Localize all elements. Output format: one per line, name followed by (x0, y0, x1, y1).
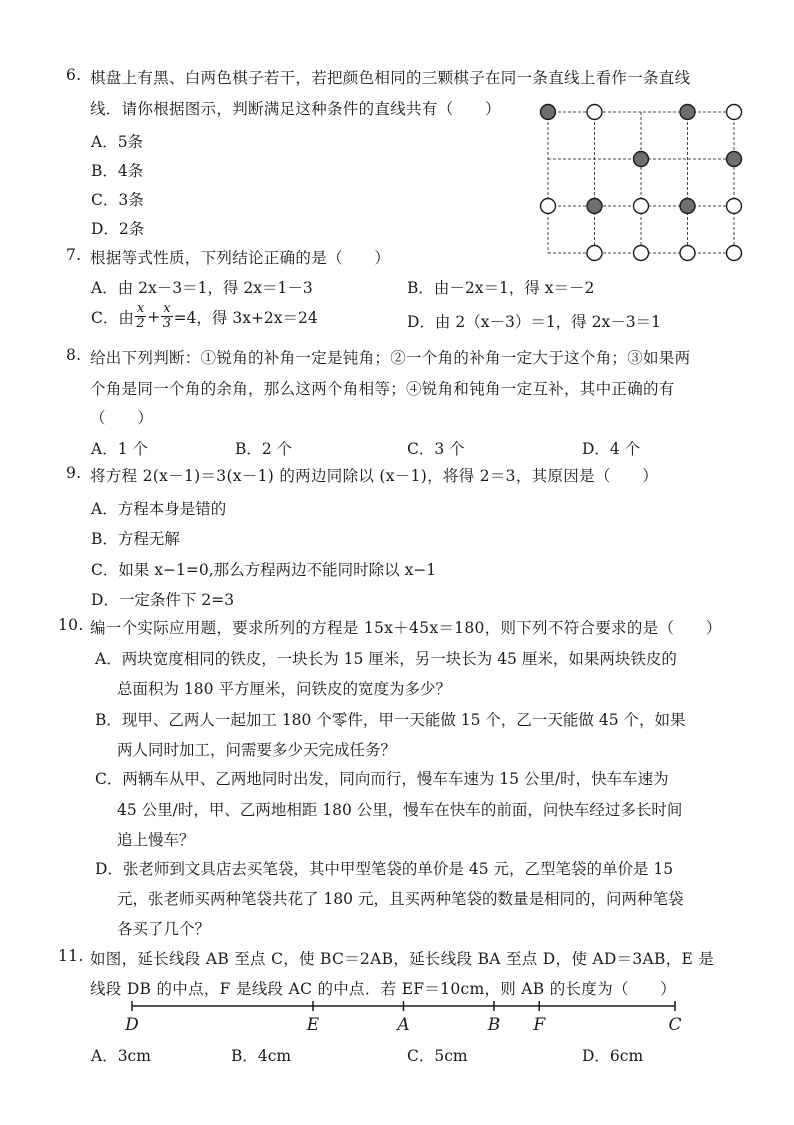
q6-stem-line2: 线．请你根据图示，判断满足这种条件的直线共有（ ） (90, 100, 501, 118)
segment-label-a: A (397, 1015, 410, 1035)
segment-label-c: C (668, 1015, 682, 1035)
q11-stem-line2: 线段 DB 的中点，F 是线段 AC 的中点．若 EF＝10cm，则 AB 的长度为（ ） (90, 980, 677, 998)
q10-option-b-line2: 两人同时加工，问需要多少天完成任务？ (117, 741, 397, 759)
q10-option-d-line3: 各买了几个？ (117, 920, 211, 938)
q9-stem: 将方程 2(x－1)＝3(x－1) 的两边同除以 (x－1)，将得 2＝3，其原因是（ ） (90, 467, 659, 485)
fraction-numerator: x (136, 301, 145, 316)
q10-option-c-line1: C．两辆车从甲、乙两地同时出发，同向而行，慢车车速为 15 公里/时，快车车速为 (95, 770, 669, 788)
q10-option-c-line3: 追上慢车？ (117, 831, 195, 849)
q8-stem-line2: 个角是同一个角的余角，那么这两个角相等；④锐角和钝角一定互补，其中正确的有 (90, 380, 675, 398)
q8-number: 8. (66, 346, 82, 364)
q7-fraction-x-over-3 (161, 302, 172, 331)
q9-option-b: B．方程无解 (91, 530, 180, 548)
black-piece (680, 105, 695, 120)
q8-option-d: D．4 个 (582, 440, 641, 458)
white-piece (587, 246, 602, 261)
q9-option-c: C．如果 x−1=0,那么方程两边不能同时除以 x−1 (91, 561, 437, 579)
q6-option-a: A．5条 (91, 133, 144, 151)
fraction-denominator: 3 (162, 316, 172, 331)
black-piece (680, 199, 695, 214)
q6-option-c: C．3条 (91, 191, 144, 209)
q11-option-d: D．6cm (582, 1047, 644, 1065)
q7-number: 7. (66, 246, 82, 264)
q10-option-d-line1: D．张老师到文具店去买笔袋，其中甲型笔袋的单价是 45 元，乙型笔袋的单价是 15 (95, 860, 674, 878)
q10-option-a-line1: A．两块宽度相同的铁皮，一块长为 15 厘米，另一块长为 45 厘米，如果两块铁皮的 (95, 650, 677, 668)
q11-stem-line1: 如图，延长线段 AB 至点 C，使 BC＝2AB，延长线段 BA 至点 D，使 AD＝3AB，E 是 (90, 950, 715, 968)
q8-stem-line3: （ ） (90, 409, 154, 427)
white-piece (727, 199, 742, 214)
q7-option-d: D．由 2（x－3）＝1，得 2x－3＝1 (407, 313, 661, 331)
q11-number: 11. (58, 947, 84, 965)
q10-stem: 编一个实际应用题，要求所列的方程是 15x＋45x＝180，则下列不符合要求的是（ ） (90, 619, 722, 637)
q8-option-b: B．2 个 (235, 440, 293, 458)
q10-option-c-line2: 45 公里/时，甲、乙两地相距 180 公里，慢车在快车的前面，问快车经过多长时间 (117, 801, 683, 819)
q6-option-d: D．2条 (91, 220, 145, 238)
white-piece (727, 105, 742, 120)
q10-number: 10. (58, 616, 84, 634)
black-piece (587, 199, 602, 214)
q9-option-a: A．方程本身是错的 (91, 500, 227, 518)
q11-option-b: B．4cm (231, 1047, 292, 1065)
segment-label-e: E (306, 1015, 320, 1035)
q10-option-d-line2: 元，张老师买两种笔袋共花了 180 元，且买两种笔袋的数量是相同的，问两种笔袋 (117, 890, 684, 908)
q7-option-b: B．由－2x＝1，得 x＝－2 (407, 279, 595, 297)
q8-option-a: A．1 个 (91, 440, 148, 458)
q7-stem: 根据等式性质，下列结论正确的是（ ） (90, 249, 391, 267)
fraction-numerator: x (163, 301, 171, 316)
chess-board-figure (536, 100, 746, 266)
white-piece (634, 199, 649, 214)
white-piece (680, 246, 695, 261)
q11-option-a: A．3cm (91, 1047, 151, 1065)
q11-option-c: C．5cm (407, 1047, 468, 1065)
white-piece (587, 105, 602, 120)
white-piece (541, 199, 556, 214)
q8-option-c: C．3 个 (407, 440, 465, 458)
q6-number: 6. (66, 66, 82, 84)
white-piece (634, 246, 649, 261)
q7-option-a: A．由 2x－3＝1，得 2x＝1－3 (91, 279, 313, 297)
q7-option-c-prefix: C．由 (91, 308, 134, 327)
q9-option-d: D．一定条件下 2=3 (91, 591, 235, 609)
fraction-denominator: 2 (136, 316, 145, 331)
q6-option-b: B．4条 (91, 162, 144, 180)
black-piece (727, 152, 742, 167)
segment-label-b: B (487, 1015, 501, 1035)
white-piece (727, 246, 742, 261)
black-piece (541, 105, 556, 120)
black-piece (634, 152, 649, 167)
q6-stem-line1: 棋盘上有黑、白两色棋子若干，若把颜色相同的三颗棋子在同一条直线上看作一条直线 (90, 69, 691, 87)
plus-sign: + (147, 307, 161, 326)
q7-fraction-x-over-2 (135, 302, 146, 331)
q10-option-b-line1: B．现甲、乙两人一起加工 180 个零件，甲一天能做 15 个，乙一天能做 45 个，如果 (95, 711, 686, 729)
q8-stem-line1: 给出下列判断：①锐角的补角一定是钝角；②一个角的补角一定大于这个角；③如果两 (90, 349, 691, 367)
q7-option-c-suffix: =4，得 3x+2x＝24 (173, 308, 318, 327)
q9-number: 9. (66, 464, 82, 482)
segment-label-d: D (125, 1015, 139, 1035)
segment-figure (110, 996, 700, 1038)
q10-option-a-line2: 总面积为 180 平方厘米，问铁皮的宽度为多少？ (117, 680, 451, 698)
segment-label-f: F (533, 1015, 546, 1035)
q7-option-c (91, 302, 318, 331)
